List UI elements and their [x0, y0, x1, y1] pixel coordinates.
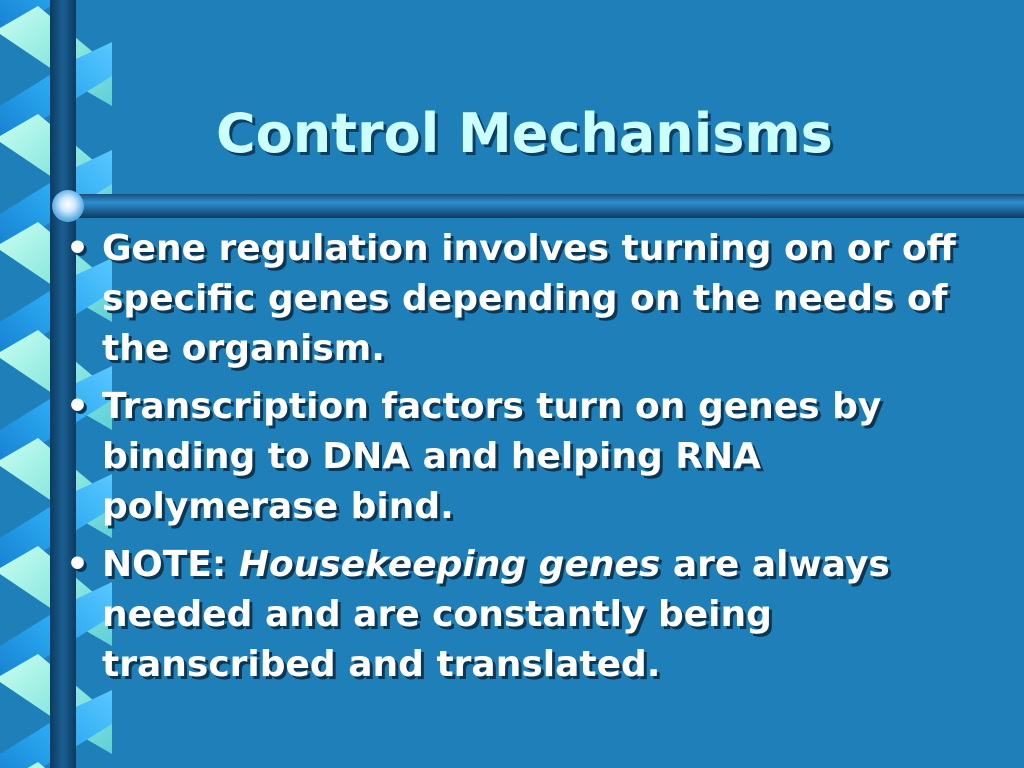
bullet-marker: • — [66, 386, 90, 427]
bullet-item — [62, 224, 992, 374]
separator-knob — [52, 190, 84, 222]
bullet-item — [62, 382, 992, 532]
bullet-text: Gene regulation involves turning on or off specific genes depending on the needs of the organism. — [102, 228, 956, 369]
slide-title: Control Mechanisms — [216, 102, 833, 165]
bullet-text: are always needed and are constantly being transcribed and translated. — [102, 544, 890, 685]
bullet-list — [62, 224, 992, 698]
title-separator-rule — [60, 194, 1024, 218]
bullet-item — [62, 540, 992, 690]
bullet-marker: • — [66, 228, 90, 269]
bullet-text: Transcription factors turn on genes by binding to DNA and helping RNA polymerase bind. — [102, 386, 882, 527]
bullet-marker: • — [66, 544, 90, 585]
bullet-emphasis: Housekeeping genes — [238, 544, 661, 585]
bullet-note-prefix: NOTE: — [102, 544, 239, 585]
